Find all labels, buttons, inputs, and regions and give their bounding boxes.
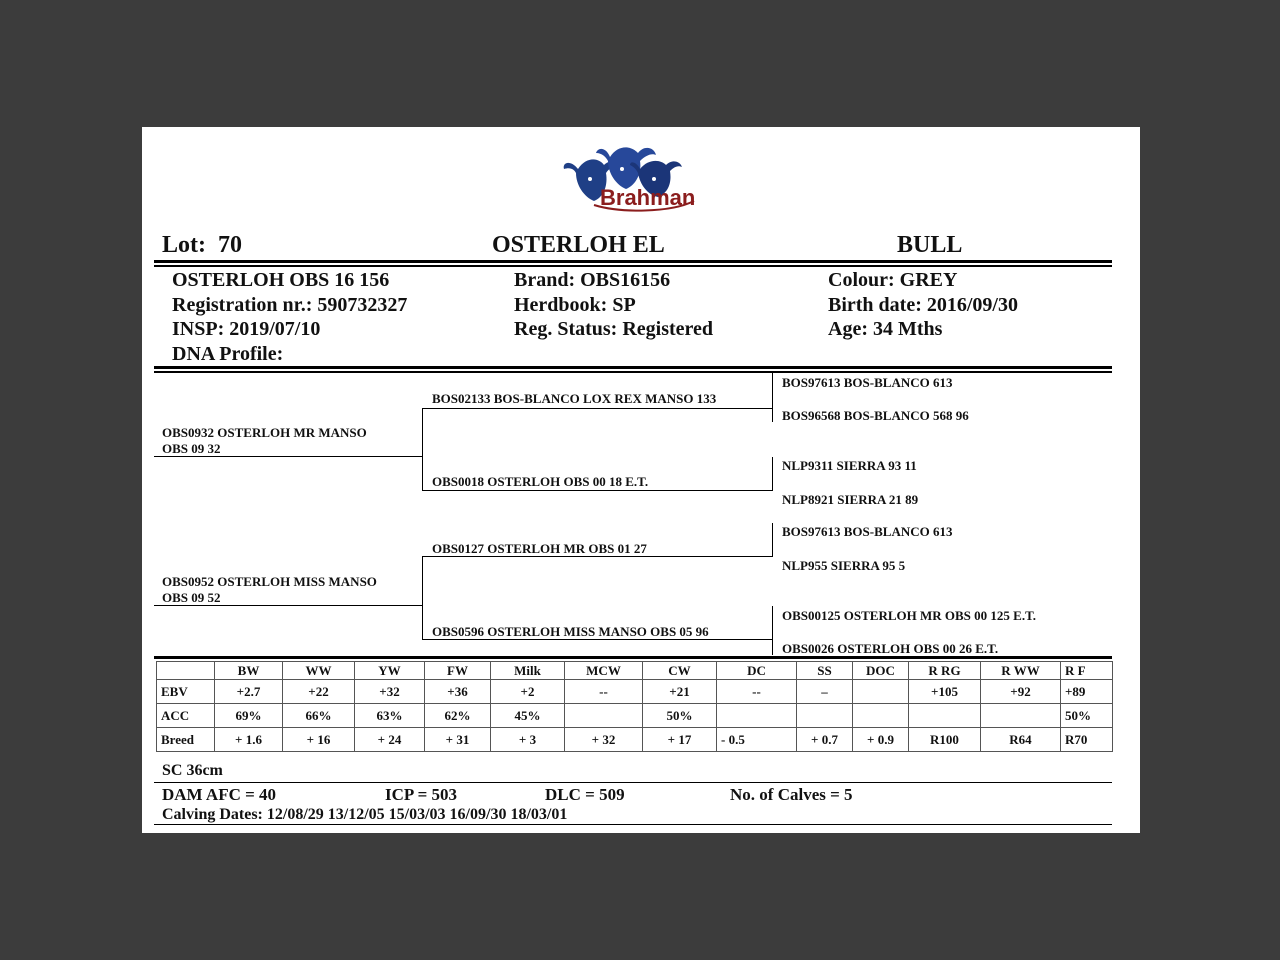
pedigree-line bbox=[422, 556, 423, 640]
dam-sire-sire: BOS97613 BOS-BLANCO 613 bbox=[782, 524, 953, 539]
table-cell bbox=[853, 680, 909, 704]
table-cell bbox=[909, 704, 981, 728]
divider bbox=[154, 782, 1112, 783]
table-header: CW bbox=[643, 662, 717, 680]
sire-sire-dam: BOS96568 BOS-BLANCO 568 96 bbox=[782, 408, 969, 423]
table-header: R WW bbox=[981, 662, 1061, 680]
table-cell bbox=[797, 704, 853, 728]
dam-dam: OBS0596 OSTERLOH MISS MANSO OBS 05 96 bbox=[432, 624, 709, 639]
sire-dam: OBS0018 OSTERLOH OBS 00 18 E.T. bbox=[432, 474, 649, 489]
pedigree-card bbox=[142, 127, 1140, 833]
age: Age: 34 Mths bbox=[828, 318, 943, 340]
table-cell: +22 bbox=[283, 680, 355, 704]
table-cell: R100 bbox=[909, 728, 981, 752]
table-cell: +32 bbox=[355, 680, 425, 704]
pedigree-line bbox=[422, 639, 772, 640]
divider bbox=[154, 371, 1112, 373]
dam-sire-dam: NLP955 SIERRA 95 5 bbox=[782, 558, 906, 573]
table-cell: +2.7 bbox=[215, 680, 283, 704]
table-cell: 50% bbox=[1061, 704, 1113, 728]
dam-code: OBS 09 52 bbox=[162, 590, 221, 605]
sire-dam-sire: NLP9311 SIERRA 93 11 bbox=[782, 458, 917, 473]
table-cell: +36 bbox=[425, 680, 491, 704]
table-cell: ACC bbox=[157, 704, 215, 728]
table-cell: -- bbox=[565, 680, 643, 704]
table-cell: +89 bbox=[1061, 680, 1113, 704]
dam-sire: OBS0127 OSTERLOH MR OBS 01 27 bbox=[432, 541, 647, 556]
table-cell bbox=[981, 704, 1061, 728]
dam bbox=[162, 574, 377, 606]
table-header: WW bbox=[283, 662, 355, 680]
pedigree-line bbox=[772, 373, 773, 422]
table-row bbox=[157, 704, 1113, 728]
ebv-table bbox=[156, 661, 1113, 752]
sire-dam-dam: NLP8921 SIERRA 21 89 bbox=[782, 492, 919, 507]
table-cell: 63% bbox=[355, 704, 425, 728]
colour: Colour: GREY bbox=[828, 269, 958, 291]
divider bbox=[154, 366, 1112, 369]
table-cell: + 17 bbox=[643, 728, 717, 752]
birth-date: Birth date: 2016/09/30 bbox=[828, 294, 1018, 316]
table-header: Milk bbox=[491, 662, 565, 680]
sire bbox=[162, 425, 367, 457]
animal-sex: BULL bbox=[897, 232, 963, 258]
breeder-name: OSTERLOH EL bbox=[492, 232, 665, 258]
table-cell: – bbox=[797, 680, 853, 704]
table-cell: + 31 bbox=[425, 728, 491, 752]
pedigree-line bbox=[422, 408, 423, 491]
table-cell: Breed bbox=[157, 728, 215, 752]
icp: ICP = 503 bbox=[385, 785, 458, 804]
number-of-calves: No. of Calves = 5 bbox=[730, 785, 853, 804]
brand: Brand: OBS16156 bbox=[514, 269, 671, 291]
table-cell: - 0.5 bbox=[717, 728, 797, 752]
divider bbox=[154, 265, 1112, 267]
table-cell: 45% bbox=[491, 704, 565, 728]
lot-label-text: Lot: bbox=[162, 232, 206, 258]
lot-label bbox=[162, 232, 242, 259]
table-cell bbox=[853, 704, 909, 728]
dam-name: OBS0952 OSTERLOH MISS MANSO bbox=[162, 574, 377, 589]
table-cell: +92 bbox=[981, 680, 1061, 704]
logo-text: Brahman bbox=[600, 185, 696, 210]
sire-name: OBS0932 OSTERLOH MR MANSO bbox=[162, 425, 367, 440]
table-cell: R64 bbox=[981, 728, 1061, 752]
table-header: SS bbox=[797, 662, 853, 680]
dam-dam-dam: OBS0026 OSTERLOH OBS 00 26 E.T. bbox=[782, 641, 999, 656]
table-header: BW bbox=[215, 662, 283, 680]
table-cell: 69% bbox=[215, 704, 283, 728]
herdbook: Herdbook: SP bbox=[514, 294, 636, 316]
table-row bbox=[157, 728, 1113, 752]
table-cell: 50% bbox=[643, 704, 717, 728]
inspection-date: INSP: 2019/07/10 bbox=[172, 318, 321, 340]
sire-sire-sire: BOS97613 BOS-BLANCO 613 bbox=[782, 375, 953, 390]
table-header: R RG bbox=[909, 662, 981, 680]
pedigree-line bbox=[154, 605, 422, 606]
table-row bbox=[157, 680, 1113, 704]
registration-number: Registration nr.: 590732327 bbox=[172, 294, 408, 316]
pedigree-line bbox=[772, 523, 773, 557]
pedigree-line bbox=[154, 456, 422, 457]
pedigree-line bbox=[422, 556, 772, 557]
table-header bbox=[157, 662, 215, 680]
table-cell: +2 bbox=[491, 680, 565, 704]
table-header: YW bbox=[355, 662, 425, 680]
pedigree-line bbox=[772, 606, 773, 655]
brahman-logo bbox=[560, 139, 710, 219]
table-cell bbox=[717, 704, 797, 728]
pedigree-line bbox=[422, 490, 772, 491]
divider bbox=[154, 656, 1112, 659]
table-cell: 62% bbox=[425, 704, 491, 728]
registration-status: Reg. Status: Registered bbox=[514, 318, 714, 340]
dlc: DLC = 509 bbox=[545, 785, 625, 804]
table-header: R F bbox=[1061, 662, 1113, 680]
table-cell: + 3 bbox=[491, 728, 565, 752]
table-header: FW bbox=[425, 662, 491, 680]
table-cell: R70 bbox=[1061, 728, 1113, 752]
table-cell: + 16 bbox=[283, 728, 355, 752]
dam-afc: DAM AFC = 40 bbox=[162, 785, 277, 804]
table-cell: + 0.7 bbox=[797, 728, 853, 752]
animal-name: OSTERLOH OBS 16 156 bbox=[172, 269, 390, 291]
pedigree-line bbox=[772, 457, 773, 491]
table-cell: +105 bbox=[909, 680, 981, 704]
table-cell: + 0.9 bbox=[853, 728, 909, 752]
table-header: DOC bbox=[853, 662, 909, 680]
table-cell: + 32 bbox=[565, 728, 643, 752]
divider bbox=[154, 260, 1112, 263]
table-header: MCW bbox=[565, 662, 643, 680]
table-header-row bbox=[157, 662, 1113, 680]
dna-profile: DNA Profile: bbox=[172, 343, 284, 365]
scrotal-circumference: SC 36cm bbox=[162, 762, 223, 779]
table-cell bbox=[565, 704, 643, 728]
calving-dates: Calving Dates: 12/08/29 13/12/05 15/03/03 16/09/30 18/03/01 bbox=[162, 806, 568, 823]
table-cell: EBV bbox=[157, 680, 215, 704]
table-cell: -- bbox=[717, 680, 797, 704]
table-cell: + 24 bbox=[355, 728, 425, 752]
sire-sire: BOS02133 BOS-BLANCO LOX REX MANSO 133 bbox=[432, 391, 717, 406]
divider bbox=[154, 824, 1112, 825]
table-cell: +21 bbox=[643, 680, 717, 704]
table-cell: + 1.6 bbox=[215, 728, 283, 752]
sire-code: OBS 09 32 bbox=[162, 441, 221, 456]
table-cell: 66% bbox=[283, 704, 355, 728]
dam-dam-sire: OBS00125 OSTERLOH MR OBS 00 125 E.T. bbox=[782, 608, 1037, 623]
pedigree-line bbox=[422, 408, 772, 409]
lot-number: 70 bbox=[218, 232, 242, 258]
table-header: DC bbox=[717, 662, 797, 680]
